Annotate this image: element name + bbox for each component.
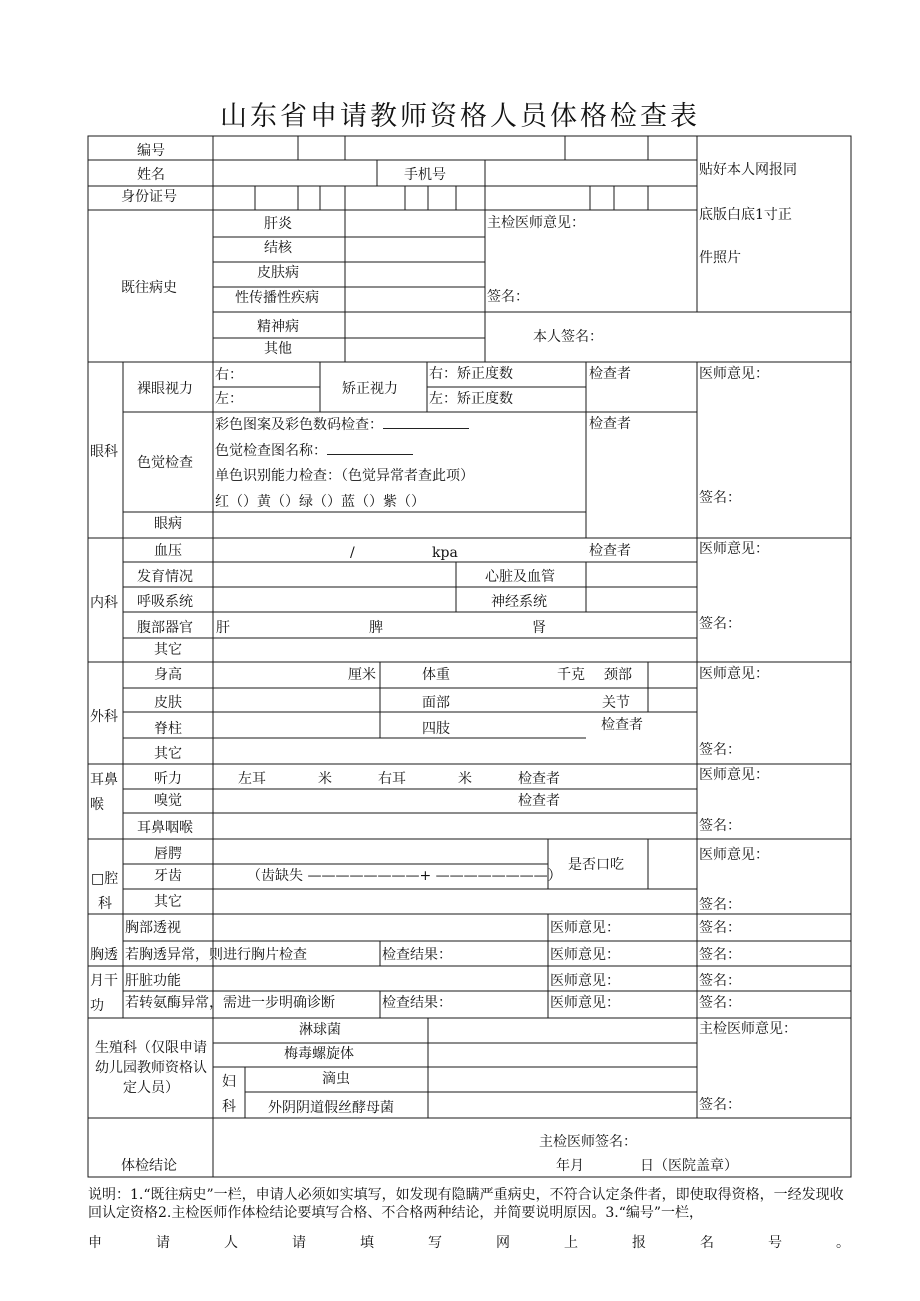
ent-doctor-opinion: 医师意见：: [699, 767, 769, 783]
chest-xray-opinion: 医师意见：: [550, 920, 620, 936]
reproductive-label: 生殖科（仅限申请幼儿园教师资格认定人员）: [95, 1040, 207, 1096]
surgery-doctor-opinion: 医师意见：: [699, 666, 769, 682]
history-std: 性传播性疾病: [235, 290, 319, 306]
right-ear-unit: 米: [458, 771, 472, 787]
ent-label-1: 耳鼻: [90, 772, 118, 788]
footnote-char: 名: [700, 1235, 714, 1251]
footnote-char: 写: [428, 1235, 442, 1251]
chest-film-opinion: 医师意见：: [550, 947, 620, 963]
chest-result: 检查结果：: [382, 947, 452, 963]
hearing-label: 听力: [154, 771, 182, 787]
history-skin: 皮肤病: [257, 265, 299, 281]
oral-sign: 签名：: [699, 897, 741, 913]
liver-func-sign: 签名：: [699, 973, 741, 989]
footnote-char: 号: [768, 1235, 782, 1251]
bp-unit: kpa: [432, 545, 458, 561]
throat-label: 耳鼻咽喉: [137, 820, 193, 836]
eye-disease-label: 眼病: [154, 516, 182, 532]
name-label: 姓名: [137, 167, 165, 183]
spine-label: 脊柱: [154, 721, 182, 737]
bp-separator: /: [350, 545, 355, 561]
footnote-char: 申: [88, 1235, 102, 1251]
left-ear-unit: 米: [318, 771, 332, 787]
history-sign: 签名：: [487, 289, 529, 305]
liver-further-opinion: 医师意见：: [550, 995, 620, 1011]
weight-label: 体重: [422, 667, 450, 683]
liver-label: 肝: [216, 620, 230, 636]
oral-label-1: □腔: [91, 871, 119, 887]
internal-doctor-opinion: 医师意见：: [699, 541, 769, 557]
history-tuberculosis: 结核: [264, 240, 292, 256]
color-line-2: [215, 442, 413, 459]
phone-label: 手机号: [404, 167, 446, 183]
color-line-2-text: 色觉检查图名称：: [215, 443, 327, 459]
neck-label: 颈部: [604, 667, 632, 683]
internal-examiner: 检查者: [589, 543, 631, 559]
reproductive-sign: 签名：: [699, 1097, 741, 1113]
chief-signature: 主检医师签名：: [539, 1134, 637, 1150]
color-line-1-blank: [383, 416, 469, 429]
chest-label-b: 月干: [90, 973, 118, 989]
chest-film-sign: 签名：: [699, 947, 741, 963]
naked-right: 右：: [215, 367, 243, 383]
candida-label: 外阴阴道假丝酵母菌: [268, 1100, 394, 1116]
history-mental: 精神病: [257, 319, 299, 335]
photo-hint-1: 贴好本人网报同: [699, 162, 797, 178]
smell-examiner: 检查者: [518, 793, 560, 809]
right-ear-label: 右耳: [378, 771, 406, 787]
gums-label: 唇腭: [154, 846, 182, 862]
naked-left: 左：: [215, 391, 243, 407]
history-other: 其他: [264, 341, 292, 357]
date-stamp: 年月 日（医院盖章）: [556, 1158, 738, 1174]
surgery-label: 外科: [90, 709, 118, 725]
gyn-label-2: 科: [222, 1099, 236, 1115]
teeth-hint: （齿缺失 ————————+ ————————）: [247, 868, 562, 884]
surgery-other: 其它: [154, 746, 182, 762]
footnote-char: 。: [836, 1235, 850, 1251]
eye-examiner-2: 检查者: [589, 416, 631, 432]
trichomonas-label: 滴虫: [322, 1071, 350, 1087]
naked-vision-label: 裸眼视力: [137, 381, 193, 397]
kidney-label: 肾: [532, 620, 546, 636]
id-label: 身份证号: [121, 189, 177, 205]
bp-label: 血压: [154, 543, 182, 559]
development-label: 发育情况: [137, 569, 193, 585]
joint-label: 关节: [602, 695, 630, 711]
footnote-char: 网: [496, 1235, 510, 1251]
color-line-4: 红（）黄（）绿（）蓝（）紫（）: [215, 494, 425, 510]
color-check-label: 色觉检查: [137, 455, 193, 471]
chest-xray-sign: 签名：: [699, 920, 741, 936]
oral-label-2: 科: [98, 896, 112, 912]
number-label: 编号: [137, 143, 165, 159]
teeth-label: 牙齿: [154, 868, 182, 884]
gyn-label-1: 妇: [222, 1074, 236, 1090]
surgery-examiner: 检查者: [601, 717, 643, 733]
self-sign: 本人签名：: [533, 329, 603, 345]
conclusion-label: 体检结论: [121, 1158, 177, 1174]
internal-label: 内科: [90, 595, 118, 611]
eye-doctor-opinion: 医师意见：: [699, 366, 769, 382]
footnote-char: 请: [292, 1235, 306, 1251]
corrected-vision-label: 矫正视力: [342, 381, 398, 397]
photo-hint-3: 件照片: [699, 250, 741, 266]
history-hepatitis: 肝炎: [264, 216, 292, 232]
liver-further-label: 若转氨酶异常，需进一步明确诊断: [125, 995, 335, 1011]
corrected-right: 右：矫正度数: [429, 366, 513, 382]
hearing-examiner: 检查者: [518, 771, 560, 787]
eye-examiner-1: 检查者: [589, 366, 631, 382]
nerve-label: 神经系统: [491, 594, 547, 610]
gonorrhea-label: 淋球菌: [299, 1022, 341, 1038]
color-line-1: [215, 416, 469, 433]
skin-label: 皮肤: [154, 695, 182, 711]
height-label: 身高: [154, 667, 182, 683]
chest-xray-label: 胸部透视: [125, 920, 181, 936]
footnote-char: 填: [360, 1235, 374, 1251]
limbs-label: 四肢: [422, 721, 450, 737]
smell-label: 嗅觉: [154, 793, 182, 809]
weight-unit: 千克: [557, 667, 585, 683]
reproductive-chief-opinion: 主检医师意见：: [699, 1021, 797, 1037]
footnote-last-line: [88, 1232, 850, 1252]
history-label: 既往病史: [121, 280, 177, 296]
footnote-char: 上: [564, 1235, 578, 1251]
oral-doctor-opinion: 医师意见：: [699, 847, 769, 863]
ent-label-2: 喉: [90, 797, 104, 813]
footnote-char: 报: [632, 1235, 646, 1251]
eye-label: 眼科: [90, 444, 118, 460]
color-line-3: 单色识别能力检查：（色觉异常者查此项）: [215, 468, 474, 484]
photo-hint-2: 底版白底1寸正: [699, 207, 792, 223]
chest-film-label: 若胸透异常，则进行胸片检查: [125, 947, 307, 963]
chest-label-a: 胸透: [90, 947, 118, 963]
left-ear-label: 左耳: [238, 771, 266, 787]
color-line-1-text: 彩色图案及彩色数码检查：: [215, 417, 383, 433]
corrected-left: 左：矫正度数: [429, 391, 513, 407]
spleen-label: 脾: [369, 620, 383, 636]
eye-sign: 签名：: [699, 490, 741, 506]
oral-other: 其它: [154, 894, 182, 910]
form-title: 山东省申请教师资格人员体格检查表: [220, 101, 700, 132]
footnote: 说明：1.“既往病史”一栏，申请人必须如实填写，如发现有隐瞒严重病史，不符合认定条件者，即使取得资格，一经发现收回认定资格2.主检医师作体检结论要填写合格、不合格两种结论，并简要说明原因。3.“编号”一栏，: [88, 1187, 844, 1221]
face-label: 面部: [422, 695, 450, 711]
respiratory-label: 呼吸系统: [137, 594, 193, 610]
height-unit: 厘米: [348, 667, 376, 683]
stutter-label: 是否口吃: [568, 857, 624, 873]
abdomen-label: 腹部器官: [137, 620, 193, 636]
liver-result: 检查结果：: [382, 995, 452, 1011]
liver-func-label: 肝脏功能: [125, 973, 181, 989]
surgery-sign: 签名：: [699, 742, 741, 758]
footnote-char: 人: [224, 1235, 238, 1251]
color-line-2-blank: [327, 442, 413, 455]
internal-other: 其它: [154, 642, 182, 658]
liver-further-sign: 签名：: [699, 995, 741, 1011]
footnote-char: 请: [156, 1235, 170, 1251]
history-chief-opinion: 主检医师意见：: [487, 215, 585, 231]
chest-label-c: 功: [90, 998, 104, 1014]
heart-label: 心脏及血管: [485, 569, 555, 585]
liver-func-opinion: 医师意见：: [550, 973, 620, 989]
internal-sign: 签名：: [699, 616, 741, 632]
ent-sign: 签名：: [699, 818, 741, 834]
syphilis-label: 梅毒螺旋体: [284, 1046, 354, 1062]
